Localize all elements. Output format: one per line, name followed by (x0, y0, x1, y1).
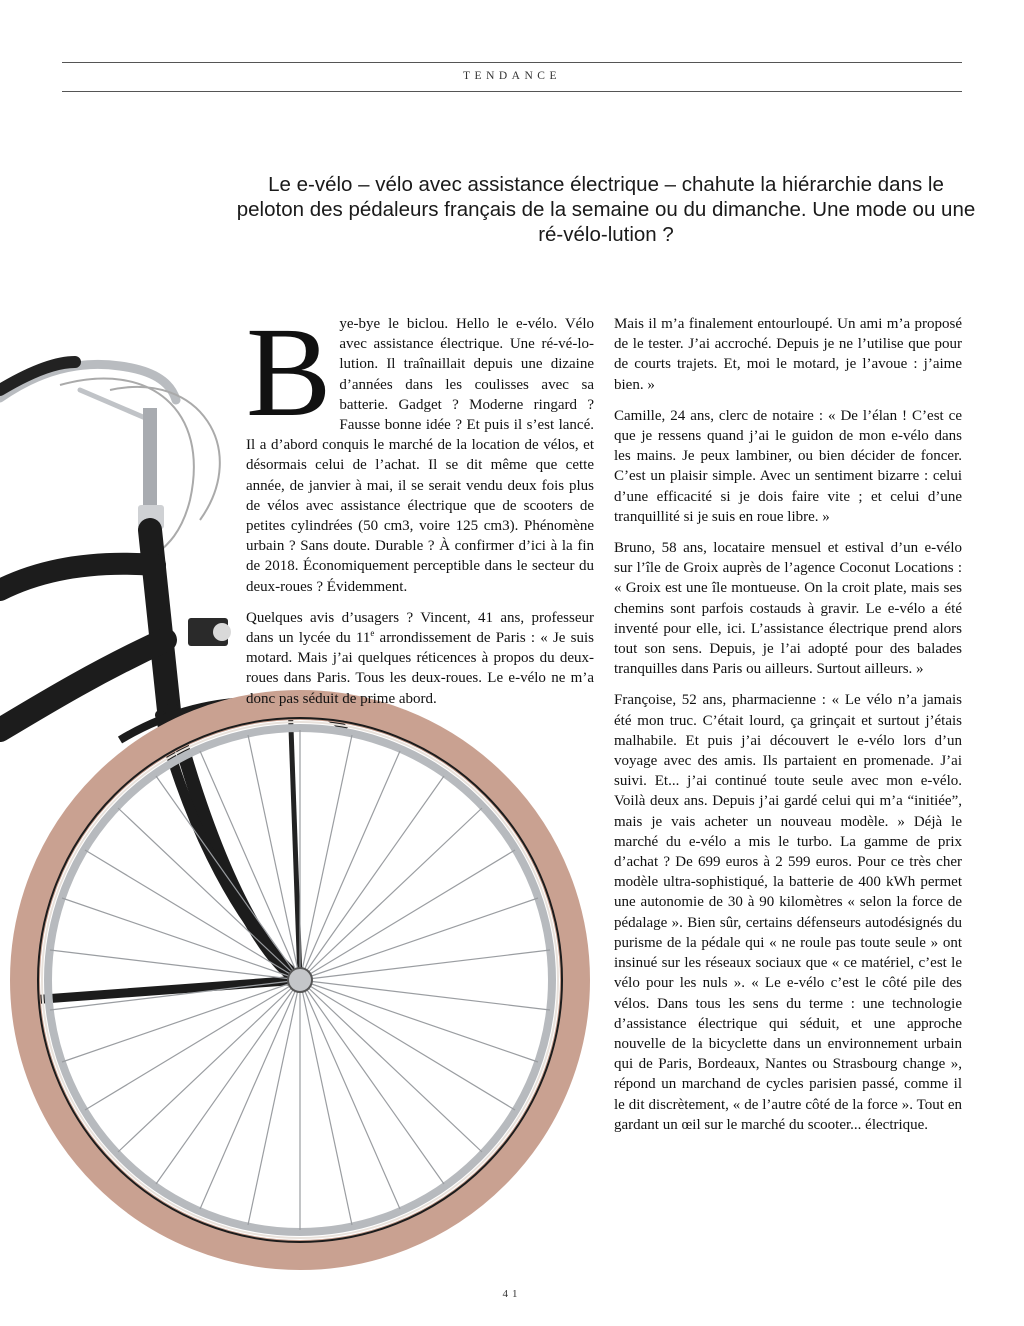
down-tube (0, 640, 165, 730)
hub (288, 968, 312, 992)
paragraph-intro (246, 301, 594, 597)
drop-cap: B (246, 301, 332, 443)
mudguard-stay (30, 980, 300, 1000)
paragraph-2-text-b: arrondissement de Paris : « Je suis motard. Mais j’ai quelques réticences à propos du deux-roues dans Paris. Tous les deux-roues. Le e-vélo ne m’a donc pas séduit de prime abord. (246, 630, 594, 707)
top-rule (62, 62, 962, 63)
brake-lever (80, 390, 150, 420)
paragraph-6: Françoise, 52 ans, pharmacienne : « Le vélo n’a jamais été mon truc. C’était lourd, ça grinçait et surtout j’étais malhabile. Et puis j’ai découvert le e-vélo lors d’un voyage avec des amis. Ils partaient en promenade. J’ai suivi. Et... j’ai continué toute seule avec mon e-vélo. Voilà deux ans. Depuis j’ai gardé celui qui m’a “initiée”, mais je vais acheter un nouveau modèle. » Déjà le marché du e-vélo a mis le turbo. La gamme de prix d’achat ? De 699 euros à 2 599 euros. Pour ce très cher modèle ultra-sophistiqué, la batterie de 400 kWh permet une autonomie de 30 à 90 kilomètres « selon la force de pédalage ». Bien sûr, certains défenseurs autodésignés du purisme de la pédale qui « ne roule pas toute seule » ont insinué sur les réseaux sociaux que « ce matériel, c’est le vélo pour les nuls ». « Le e-vélo c’est le côté pile des vélos. Dans tous les sens du terme : une technologie d’assistance électrique qui séduit, et une approche nouvelle de la bicyclette dans un environnement urbain qui de Paris, Bordeaux, Nantes ou Strasbourg change », répond un marchand de cycles parisien passé, comme il le dit discrètement, « de l’autre côté de la force ». Tout en gardant un œil sur le marché du scooter... électrique. (614, 692, 962, 1133)
paragraph-5: Bruno, 58 ans, locataire mensuel et estival d’un e-vélo sur l’île de Groix auprès de l’agence Coconut Locations : « Groix est une île montueuse. On la croit plate, mais ses chemins sont parfois costauds à gravir. Le e-vélo a été inventé pour elle, ici. L’assistance électrique prend alors tout son sens. Depuis, je l’ai adopté pour des balades tranquilles dans Paris ou ailleurs. Surtout ailleurs. » (614, 540, 962, 678)
superscript: e (370, 628, 375, 639)
paragraph-4: Camille, 24 ans, clerc de notaire : « De l’élan ! C’est ce que je ressens quand j’ai le guidon de mon e-vélo dans les mains. Je peux lambiner, ou bien décider de foncer. C’est un plaisir simple. Avec un sentiment bizarre : celui d’une efficacité si je dois faire vite ; et celui d’une tranquillité si je suis en roue libre. » (614, 407, 962, 525)
brake-cable-2 (110, 387, 220, 520)
page-number: 41 (502, 1288, 522, 1300)
section-label: TENDANCE (463, 70, 561, 82)
paragraph-2 (246, 608, 594, 709)
paragraph-2-text-a: Quelques avis d’usagers ? Vincent, 41 ans, professeur dans un lycée du 11 (246, 609, 594, 647)
article-column-2 (614, 314, 962, 1146)
article-column-1 (246, 301, 594, 720)
paragraph-3: Mais il m’a finalement entourloupé. Un ami m’a proposé de le tester. J’ai accroché. Depuis je ne l’utilise que pour de courts trajets. Et, moi le motard, je l’avoue : j’aime bien. » (614, 316, 962, 393)
intro-standfirst: Le e-vélo – vélo avec assistance électrique – chahute la hiérarchie dans le peloton des pédaleurs français de la semaine ou du dimanche. Une mode ou une ré-vélo-lution ? (236, 173, 976, 246)
paragraph-1-text: ye-bye le biclou. Hello le e-vélo. Vélo avec assistance électrique. Une ré-vé-lo-lution. Il traînaillait depuis une dizaine d’années dans les coulisses avec sa batterie. Gadget ? Moderne ringard ? Fausse bonne idée ? Et puis il s’est lancé. Il a d’abord conquis le marché de la location de vélos, et désormais celui de l’achat. Il se dit même que cette année, de janvier à mai, il se serait vendu deux fois plus de vélos avec assistance électrique que de scooters de petites cylindrées (50 cm3, voire 125 cm3). Phénomène urbain ? Sans doute. Durable ? À confirmer d’ici à la fin de 2018. Économiquement perceptible dans le secteur du deux-roues ? Évidemment. (246, 316, 594, 595)
bottom-rule (62, 91, 962, 92)
handlebar-grip (0, 362, 75, 390)
top-tube (0, 564, 155, 590)
brake-cable (60, 379, 194, 560)
